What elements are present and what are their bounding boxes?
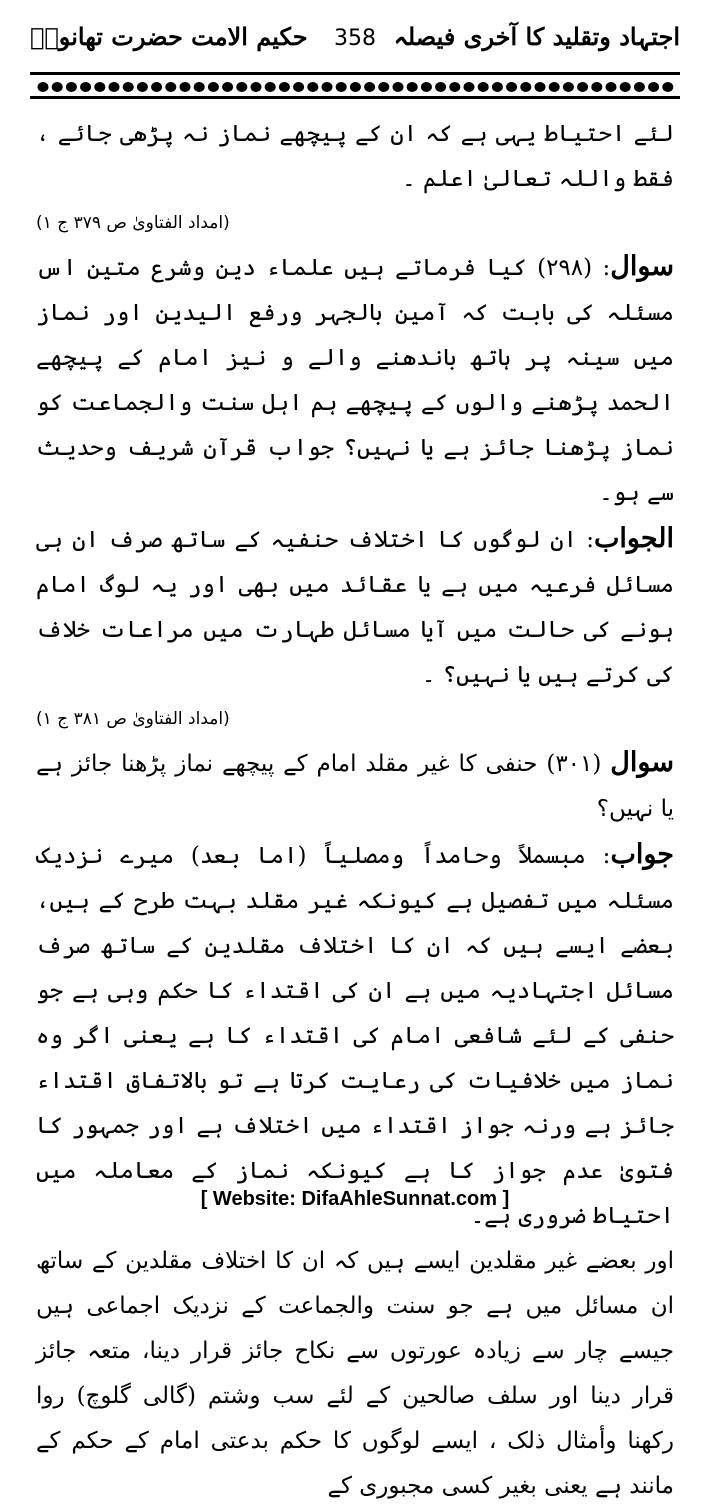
border-dot (478, 82, 489, 92)
question-text: (۳۰۱) حنفی کا غیر مقلد امام کے پیچھے نماز پڑھنا جائز ہے یا نہیں؟ (36, 751, 674, 822)
question-301 (36, 740, 674, 832)
border-dot (407, 82, 418, 92)
border-dot (350, 82, 361, 92)
question-text: : (۲۹۸) کیا فرماتے ہیں علماء دین وشرع متین اس مسئلہ کی بابت کہ آمین بالجہر ورفع الیدین اور نماز میں سینہ پر ہاتھ باندھنے والے و نیز امام کے پیچھے الحمد پڑھنے والوں کے پیچھے ہم اہل سنت والجماعت کو نماز پڑھنا جائز ہے یا نہیں؟ جواب قرآن شریف وحدیث سے ہو۔ (36, 255, 674, 506)
answer-label: جواب (610, 839, 674, 870)
paragraph-last: اور بعضے غیر مقلدین ایسے ہیں کہ ان کا اختلاف مقلدین کے ساتھ ان مسائل میں ہے جو سنت والجماعت کے نزدیک اجماعی ہیں جیسے چار سے زیادہ عورتوں سے نکاح جائز قرار دینا، متعہ جائز قرار دینا اور سلف صالحین کے لئے سب وشتم (گالی گلوچ) روا رکھنا وأمثال ذلک ، ایسے لوگوں کا حکم بدعتی امام کے حکم کے مانند ہے یعنی بغیر کسی مجبوری کے (36, 1248, 674, 1499)
border-dot (506, 82, 517, 92)
border-dot (393, 82, 404, 92)
border-dot (80, 82, 91, 92)
answer-text: : مبسملاً وحامداً ومصلیاً (اما بعد) میرے نزدیک مسئلہ میں تفصیل ہے کیونکہ غیر مقلد بہت طرح کے ہیں، بعضے ایسے ہیں کہ ان کا اختلاف مقلدین کے ساتھ صرف مسائل اجتہادیہ میں ہے ان کی اقتداء کا حکم وہی ہے جو حنفی کے لئے شافعی امام کی اقتداء کا ہے یعنی اگر وہ نماز میں خلافیات کی رعایت کرتا ہے تو بالاتفاق اقتداء جائز ہے ورنہ جواز اقتداء میں اختلاف ہے اور جمہور کا فتویٰ عدم جواز کا ہے کیونکہ نماز کے معاملہ میں احتیاط ضروری ہے۔ (36, 843, 674, 1229)
border-dot (577, 82, 588, 92)
border-dot (94, 82, 105, 92)
border-dot (620, 82, 631, 92)
header-dot-border (36, 80, 676, 94)
border-dot (634, 82, 645, 92)
border-dot (364, 82, 375, 92)
border-dot (591, 82, 602, 92)
answer-label: الجواب (593, 523, 674, 554)
header-rule-bottom (30, 96, 680, 99)
border-dot (236, 82, 247, 92)
border-dot (52, 82, 63, 92)
border-dot (336, 82, 347, 92)
border-dot (279, 82, 290, 92)
border-dot (151, 82, 162, 92)
border-dot (307, 82, 318, 92)
border-dot (563, 82, 574, 92)
paragraph-continued: لئے احتیاط یہی ہے کہ ان کے پیچھے نماز نہ پڑھی جائے ، فقط واللہ تعالیٰ اعلم ۔ (36, 121, 674, 192)
question-298 (36, 244, 674, 516)
border-dot (464, 82, 475, 92)
border-dot (251, 82, 262, 92)
answer-298 (36, 516, 674, 698)
border-dot (137, 82, 148, 92)
border-dot (265, 82, 276, 92)
website-footer: [ Website: DifaAhleSunnat.com ] (200, 1188, 510, 1210)
border-dot (293, 82, 304, 92)
border-dot (520, 82, 531, 92)
border-dot (194, 82, 205, 92)
border-dot (492, 82, 503, 92)
answer-301 (36, 832, 674, 1239)
border-dot (549, 82, 560, 92)
border-dot (222, 82, 233, 92)
border-dot (535, 82, 546, 92)
header-rule-top (30, 72, 680, 75)
border-dot (123, 82, 134, 92)
border-dot (66, 82, 77, 92)
page-header (30, 18, 680, 62)
border-dot (165, 82, 176, 92)
border-dot (662, 82, 673, 92)
author-name: حکیم الامت حضرت تھانویؒ (30, 22, 308, 51)
border-dot (606, 82, 617, 92)
border-dot (180, 82, 191, 92)
border-dot (421, 82, 432, 92)
citation-2: (امداد الفتاویٰ ص ۳۸۱ ج ۱) (36, 709, 230, 729)
border-dot (435, 82, 446, 92)
answer-text: : ان لوگوں کا اختلاف حنفیہ کے ساتھ صرف ان ہی مسائل فرعیہ میں ہے یا عقائد میں بھی اور یہ لوگ امام ہونے کی حالت میں آیا مسائل طہارت میں مراعات خلاف کی کرتے ہیں یا نہیں؟ ۔ (36, 527, 674, 688)
border-dot (322, 82, 333, 92)
border-dot (378, 82, 389, 92)
border-dot (208, 82, 219, 92)
question-label: سوال (610, 747, 674, 778)
border-dot (109, 82, 120, 92)
border-dot (38, 82, 49, 92)
citation-1: (امداد الفتاویٰ ص ۳۷۹ ج ۱) (36, 213, 230, 233)
border-dot (449, 82, 460, 92)
book-title: اجتہاد وتقلید کا آخری فیصلہ (393, 22, 680, 51)
border-dot (648, 82, 659, 92)
question-label: سوال (610, 251, 674, 282)
page-number: 358 (334, 26, 376, 51)
page-content (36, 112, 674, 1509)
